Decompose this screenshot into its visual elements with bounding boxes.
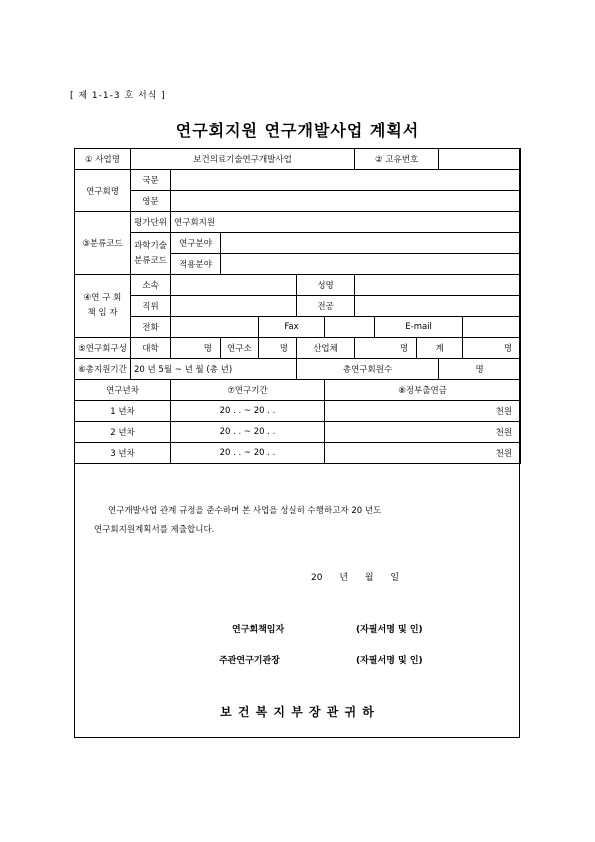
application-field-input[interactable] [221,254,521,275]
sci-tech-label-line1: 과학기술 [134,240,167,251]
email-field[interactable] [463,317,521,338]
period-cell[interactable]: 20 . . ~ 20 . . [171,443,325,464]
english-name-field[interactable] [171,191,521,212]
position-label: 직위 [131,296,171,317]
period-cell[interactable]: 20 . . ~ 20 . . [171,422,325,443]
leader-signature-label: 연구회책임자 [232,625,285,635]
period-cell[interactable]: 20 . . ~ 20 . . [171,401,325,422]
responsible-label-line2: 책 임 자 [87,308,118,318]
english-name-label: 영문 [131,191,171,212]
row-group-name-english [75,191,521,212]
phone-label: 전화 [131,317,171,338]
application-field-label: 적용분야 [171,254,221,275]
industry-count[interactable]: 명 [355,338,417,359]
id-number-field[interactable] [439,149,521,170]
affiliation-label: 소속 [131,275,171,296]
row-composition [75,338,521,359]
form-number: [ 제 1-1-3 호 서식 ] [70,91,166,101]
name-label: 성명 [297,275,355,296]
row-research-field [75,233,521,254]
row-support-period [75,359,521,380]
row-project-name [75,149,521,170]
document-title: 연구회지원 연구개발사업 계획서 [175,121,420,140]
government-fund-header: ⑧정부출연금 [325,380,521,401]
table-row [75,422,521,443]
pledge-line-1: 연구개발사업 관계 규정을 준수하며 본 사업을 성실히 수행하고자 20 년도 [108,506,382,516]
row-group-name-korean [75,170,521,191]
row-eval-unit [75,212,521,233]
host-signature-label: 주관연구기관장 [219,656,280,666]
support-period-value[interactable]: 20 년 5월 ~ 년 월 (총 년) [131,359,297,380]
major-field[interactable] [355,296,521,317]
pledge-line-2: 연구회지원계획서를 제출합니다. [94,525,215,535]
university-count[interactable]: 명 [171,338,221,359]
amount-cell[interactable]: 천원 [325,422,521,443]
group-name-label: 연구회명 [75,170,131,212]
pledge-text [94,502,504,540]
amount-cell[interactable]: 천원 [325,401,521,422]
sci-tech-label-line2: 분류코드 [134,255,167,266]
major-label: 전공 [297,296,355,317]
project-name-value: 보건의료기술연구개발사업 [131,149,355,170]
row-affiliation [75,275,521,296]
phone-field[interactable] [171,317,259,338]
support-period-label: ⑥총지원기간 [75,359,131,380]
email-label: E-mail [375,317,463,338]
classification-label: ③분류코드 [75,212,131,275]
id-number-label: ② 고유번호 [355,149,439,170]
institute-count[interactable]: 명 [259,338,297,359]
institute-label: 연구소 [221,338,259,359]
korean-name-label: 국문 [131,170,171,191]
korean-name-field[interactable] [171,170,521,191]
submission-date[interactable]: 20 년 월 일 [311,573,400,583]
eval-unit-label: 평가단위 [131,212,171,233]
composition-label: ⑤연구회구성 [75,338,131,359]
sci-tech-label [131,233,171,275]
addressee: 보 건 복 지 부 장 관 귀 하 [220,705,375,719]
year-cell: 2 년차 [75,422,171,443]
university-label: 대학 [131,338,171,359]
plan-form-table [74,148,521,464]
row-position [75,296,521,317]
research-year-header: 연구년차 [75,380,171,401]
eval-unit-value: 연구회지원 [171,212,521,233]
name-field[interactable] [355,275,521,296]
member-count-label: 총연구회원수 [297,359,439,380]
member-count-field[interactable]: 명 [439,359,521,380]
fax-field[interactable] [325,317,375,338]
total-count[interactable]: 명 [463,338,521,359]
fax-label: Fax [259,317,325,338]
research-field-input[interactable] [221,233,521,254]
amount-cell[interactable]: 천원 [325,443,521,464]
leader-signature-field[interactable]: (자필서명 및 인) [356,625,423,635]
industry-label: 산업체 [297,338,355,359]
row-contact [75,317,521,338]
table-row [75,401,521,422]
year-cell: 1 년차 [75,401,171,422]
affiliation-field[interactable] [171,275,297,296]
responsible-person-label [75,275,131,338]
position-field[interactable] [171,296,297,317]
total-label: 계 [417,338,463,359]
project-name-label: ① 사업명 [75,149,131,170]
table-row [75,443,521,464]
year-cell: 3 년차 [75,443,171,464]
responsible-label-line1: ④연 구 회 [83,293,122,303]
research-period-header: ⑦연구기간 [171,380,325,401]
row-schedule-header [75,380,521,401]
research-field-label: 연구분야 [171,233,221,254]
host-signature-field[interactable]: (자필서명 및 인) [356,656,423,666]
